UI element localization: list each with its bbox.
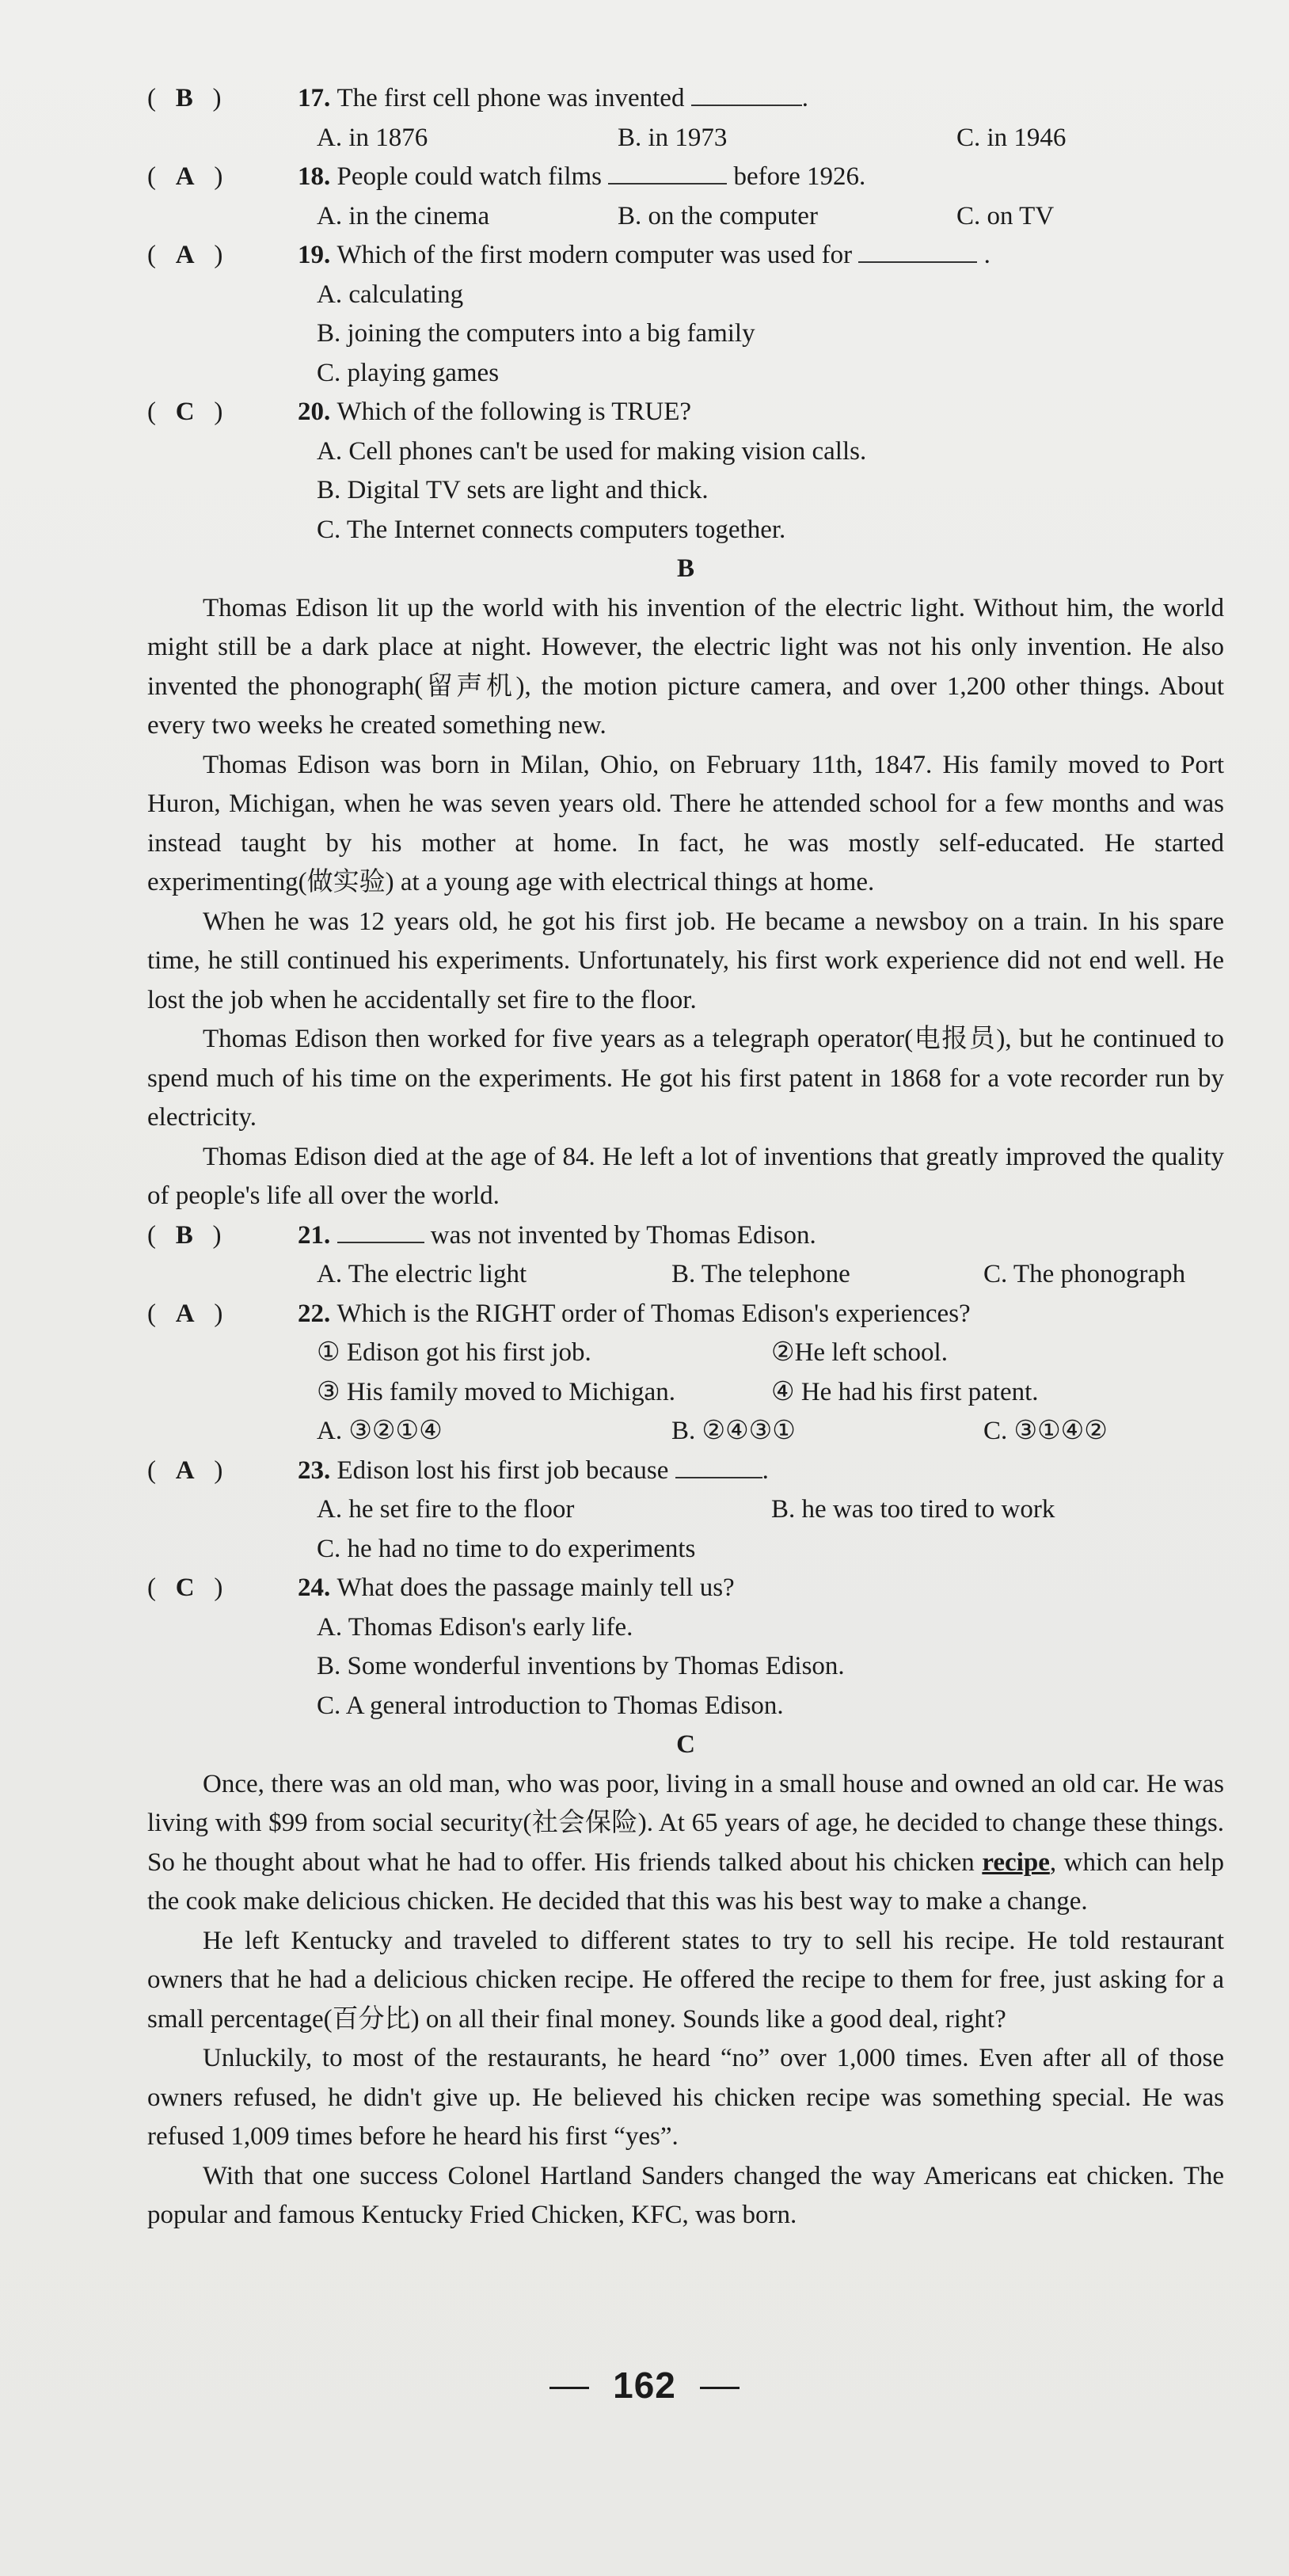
page-number: 162: [613, 2365, 676, 2406]
question-20: ( C ) 20. Which of the following is TRUE? A. Cell phones can't be used for making vision calls. B. Digital TV sets are light and thick. C. The Internet connects computers together.: [147, 393, 1224, 550]
page-footer: [0, 2364, 1289, 2407]
option-a: A. in 1876: [317, 123, 428, 152]
passage-b-paragraph-5: Thomas Edison died at the age of 84. He left a lot of inventions that greatly improved the quality of people's life all over the world.: [147, 1142, 1224, 1210]
answer: C: [175, 398, 195, 426]
event-3: ③ His family moved to Michigan.: [317, 1377, 676, 1406]
answer: B: [175, 1220, 193, 1250]
option-b: B. The telephone: [671, 1260, 850, 1288]
question-number: 20.: [298, 398, 331, 426]
answer: B: [175, 84, 193, 112]
options: [147, 1255, 1224, 1295]
option-a: A. in the cinema: [317, 201, 490, 230]
option-c: C. in 1946: [956, 123, 1067, 152]
answer: C: [175, 1573, 195, 1602]
passage-c-paragraph-3: Unluckily, to most of the restaurants, he heard “no” over 1,000 times. Even after all of those owners refused, he didn't give up. He believed his chicken recipe was something special. He was refused 1,009 times before he heard his first “yes”.: [147, 2044, 1224, 2151]
section-b-heading: B: [676, 554, 694, 583]
answer-blank: [608, 159, 727, 185]
question-stem: Which of the first modern computer was used for: [337, 241, 853, 269]
option-a: A. Thomas Edison's early life.: [317, 1612, 633, 1642]
answer: A: [175, 241, 195, 269]
question-stem: Edison lost his first job because: [337, 1455, 669, 1485]
answer-blank: [691, 81, 802, 106]
question-stem: Which of the following is TRUE?: [337, 398, 692, 426]
answer-blank: [337, 1218, 424, 1243]
question-stem: What does the passage mainly tell us?: [337, 1573, 735, 1602]
key-word-recipe: recipe: [982, 1847, 1050, 1877]
answer: A: [175, 162, 195, 191]
question-21: ( B ) 21. was not invented by Thomas Edison. A. The electric light B. The telephone C. The phonograph: [147, 1216, 1224, 1295]
event-1: ① Edison got his first job.: [317, 1338, 591, 1367]
passage-b-paragraph-2: Thomas Edison was born in Milan, Ohio, on February 11th, 1847. His family moved to Port Huron, Michigan, when he was seven years old. There he attended school for a few months and was instead taught by his mother at home. In fact, he was mostly self-educated. He started experimenting(做实验) at a young age with electrical things at home.: [147, 750, 1224, 896]
question-number: 24.: [298, 1573, 331, 1602]
option-b: B. he was too tired to work: [771, 1495, 1055, 1524]
passage-b-paragraph-3: When he was 12 years old, he got his first job. He became a newsboy on a train. In his spare time, he still continued his experiments. Unfortunately, his first work experience did not end well. He lost the job when he accidentally set fire to the floor.: [147, 907, 1224, 1014]
passage-b-paragraph-1: Thomas Edison lit up the world with his invention of the electric light. Without him, the world might still be a dark place at night. However, the electric light was not his only invention. He also invented the phonograph(留声机), the motion picture camera, and over 1,200 other things. About every two weeks he created something new.: [147, 593, 1224, 740]
passage-b-paragraph-4: Thomas Edison then worked for five years as a telegraph operator(电报员), but he continued to spend much of his time on the experiments. He got his first patent in 1868 for a vote recorder run by electricity.: [147, 1025, 1224, 1132]
answer: A: [175, 1299, 195, 1328]
question-number: 19.: [298, 241, 331, 269]
option-c: C. ③①④②: [983, 1417, 1108, 1445]
question-18: ( A ) 18. People could watch films before 1926. A. in the cinema B. on the computer C. on TV: [147, 158, 1224, 236]
answer-blank: [858, 238, 977, 263]
option-a: A. he set fire to the floor: [317, 1495, 575, 1524]
question-number: 22.: [298, 1299, 331, 1328]
question-number: 21.: [298, 1220, 331, 1250]
question-number: 23.: [298, 1455, 331, 1485]
option-c: C. The phonograph: [983, 1260, 1186, 1288]
event-2: ②He left school.: [771, 1338, 948, 1367]
option-a: A. calculating: [317, 280, 464, 309]
question-stem: The first cell phone was invented: [337, 84, 685, 112]
option-a: A. The electric light: [317, 1260, 527, 1288]
footer-dash-left: [549, 2387, 589, 2389]
question-stem: Which is the RIGHT order of Thomas Edison's experiences?: [337, 1299, 971, 1328]
option-b: B. Some wonderful inventions by Thomas Edison.: [317, 1652, 845, 1680]
option-b: B. joining the computers into a big family: [317, 319, 755, 348]
question-17: ( B ) 17. The first cell phone was invented . A. in 1876 B. in 1973 C. in 1946: [147, 79, 1224, 158]
option-b: B. ②④③①: [671, 1417, 796, 1445]
question-22: ( A ) 22. Which is the RIGHT order of Thomas Edison's experiences? ① Edison got his first job. ②He left school. ③ His family moved to Michigan. ④ He had his first patent. A. ③②①④ B. ②④③① C. ③①④②: [147, 1295, 1224, 1452]
options: [147, 119, 1224, 158]
options: [147, 197, 1224, 237]
events-row-1: [147, 1334, 1224, 1373]
footer-dash-right: [700, 2387, 740, 2389]
question-24: ( C ) 24. What does the passage mainly tell us? A. Thomas Edison's early life. B. Some wonderful inventions by Thomas Edison. C. A general introduction to Thomas Edison.: [147, 1569, 1224, 1726]
option-a: A. ③②①④: [317, 1417, 443, 1445]
answer: A: [175, 1455, 195, 1485]
answer-blank: [675, 1453, 762, 1478]
passage-c-paragraph-1: Once, there was an old man, who was poor, living in a small house and owned an old car. He was living with $99 from social security(社会保险). At 65 years of age, he decided to change these things. So he thought about what he had to offer. His friends talked about his chicken recipe, which can help the cook make delicious chicken. He decided that this was his best way to make a change.: [147, 1769, 1224, 1916]
question-stem: People could watch films: [337, 162, 603, 191]
question-stem: was not invented by Thomas Edison.: [430, 1220, 816, 1250]
option-c: C. A general introduction to Thomas Edison.: [317, 1691, 784, 1720]
options-row-1: [147, 1490, 1224, 1530]
events-row-2: [147, 1373, 1224, 1413]
option-a: A. Cell phones can't be used for making vision calls.: [317, 436, 867, 466]
passage-c-paragraph-4: With that one success Colonel Hartland Sanders changed the way Americans eat chicken. The popular and famous Kentucky Fried Chicken, KFC, was born.: [147, 2161, 1224, 2229]
event-4: ④ He had his first patent.: [771, 1377, 1039, 1406]
options: [147, 1412, 1224, 1452]
option-b: B. Digital TV sets are light and thick.: [317, 476, 709, 504]
question-23: ( A ) 23. Edison lost his first job because . A. he set fire to the floor B. he was too tired to work C. he had no time to do experiments: [147, 1452, 1224, 1570]
option-c: C. The Internet connects computers together.: [317, 515, 786, 544]
option-b: B. on the computer: [618, 201, 818, 230]
option-c: C. playing games: [317, 358, 500, 387]
question-19: ( A ) 19. Which of the first modern computer was used for . A. calculating B. joining the computers into a big family C. playing games: [147, 236, 1224, 393]
content: [147, 79, 1224, 2235]
question-number: 17.: [298, 84, 331, 112]
section-c-heading: C: [676, 1730, 695, 1759]
option-c: C. on TV: [956, 201, 1055, 230]
option-c: C. he had no time to do experiments: [317, 1534, 696, 1563]
passage-c-paragraph-2: He left Kentucky and traveled to different states to try to sell his recipe. He told restaurant owners that he had a delicious chicken recipe. He offered the recipe to them for free, just asking for a small percentage(百分比) on all their final money. Sounds like a good deal, right?: [147, 1926, 1224, 2034]
question-number: 18.: [298, 162, 331, 191]
option-b: B. in 1973: [618, 123, 728, 152]
